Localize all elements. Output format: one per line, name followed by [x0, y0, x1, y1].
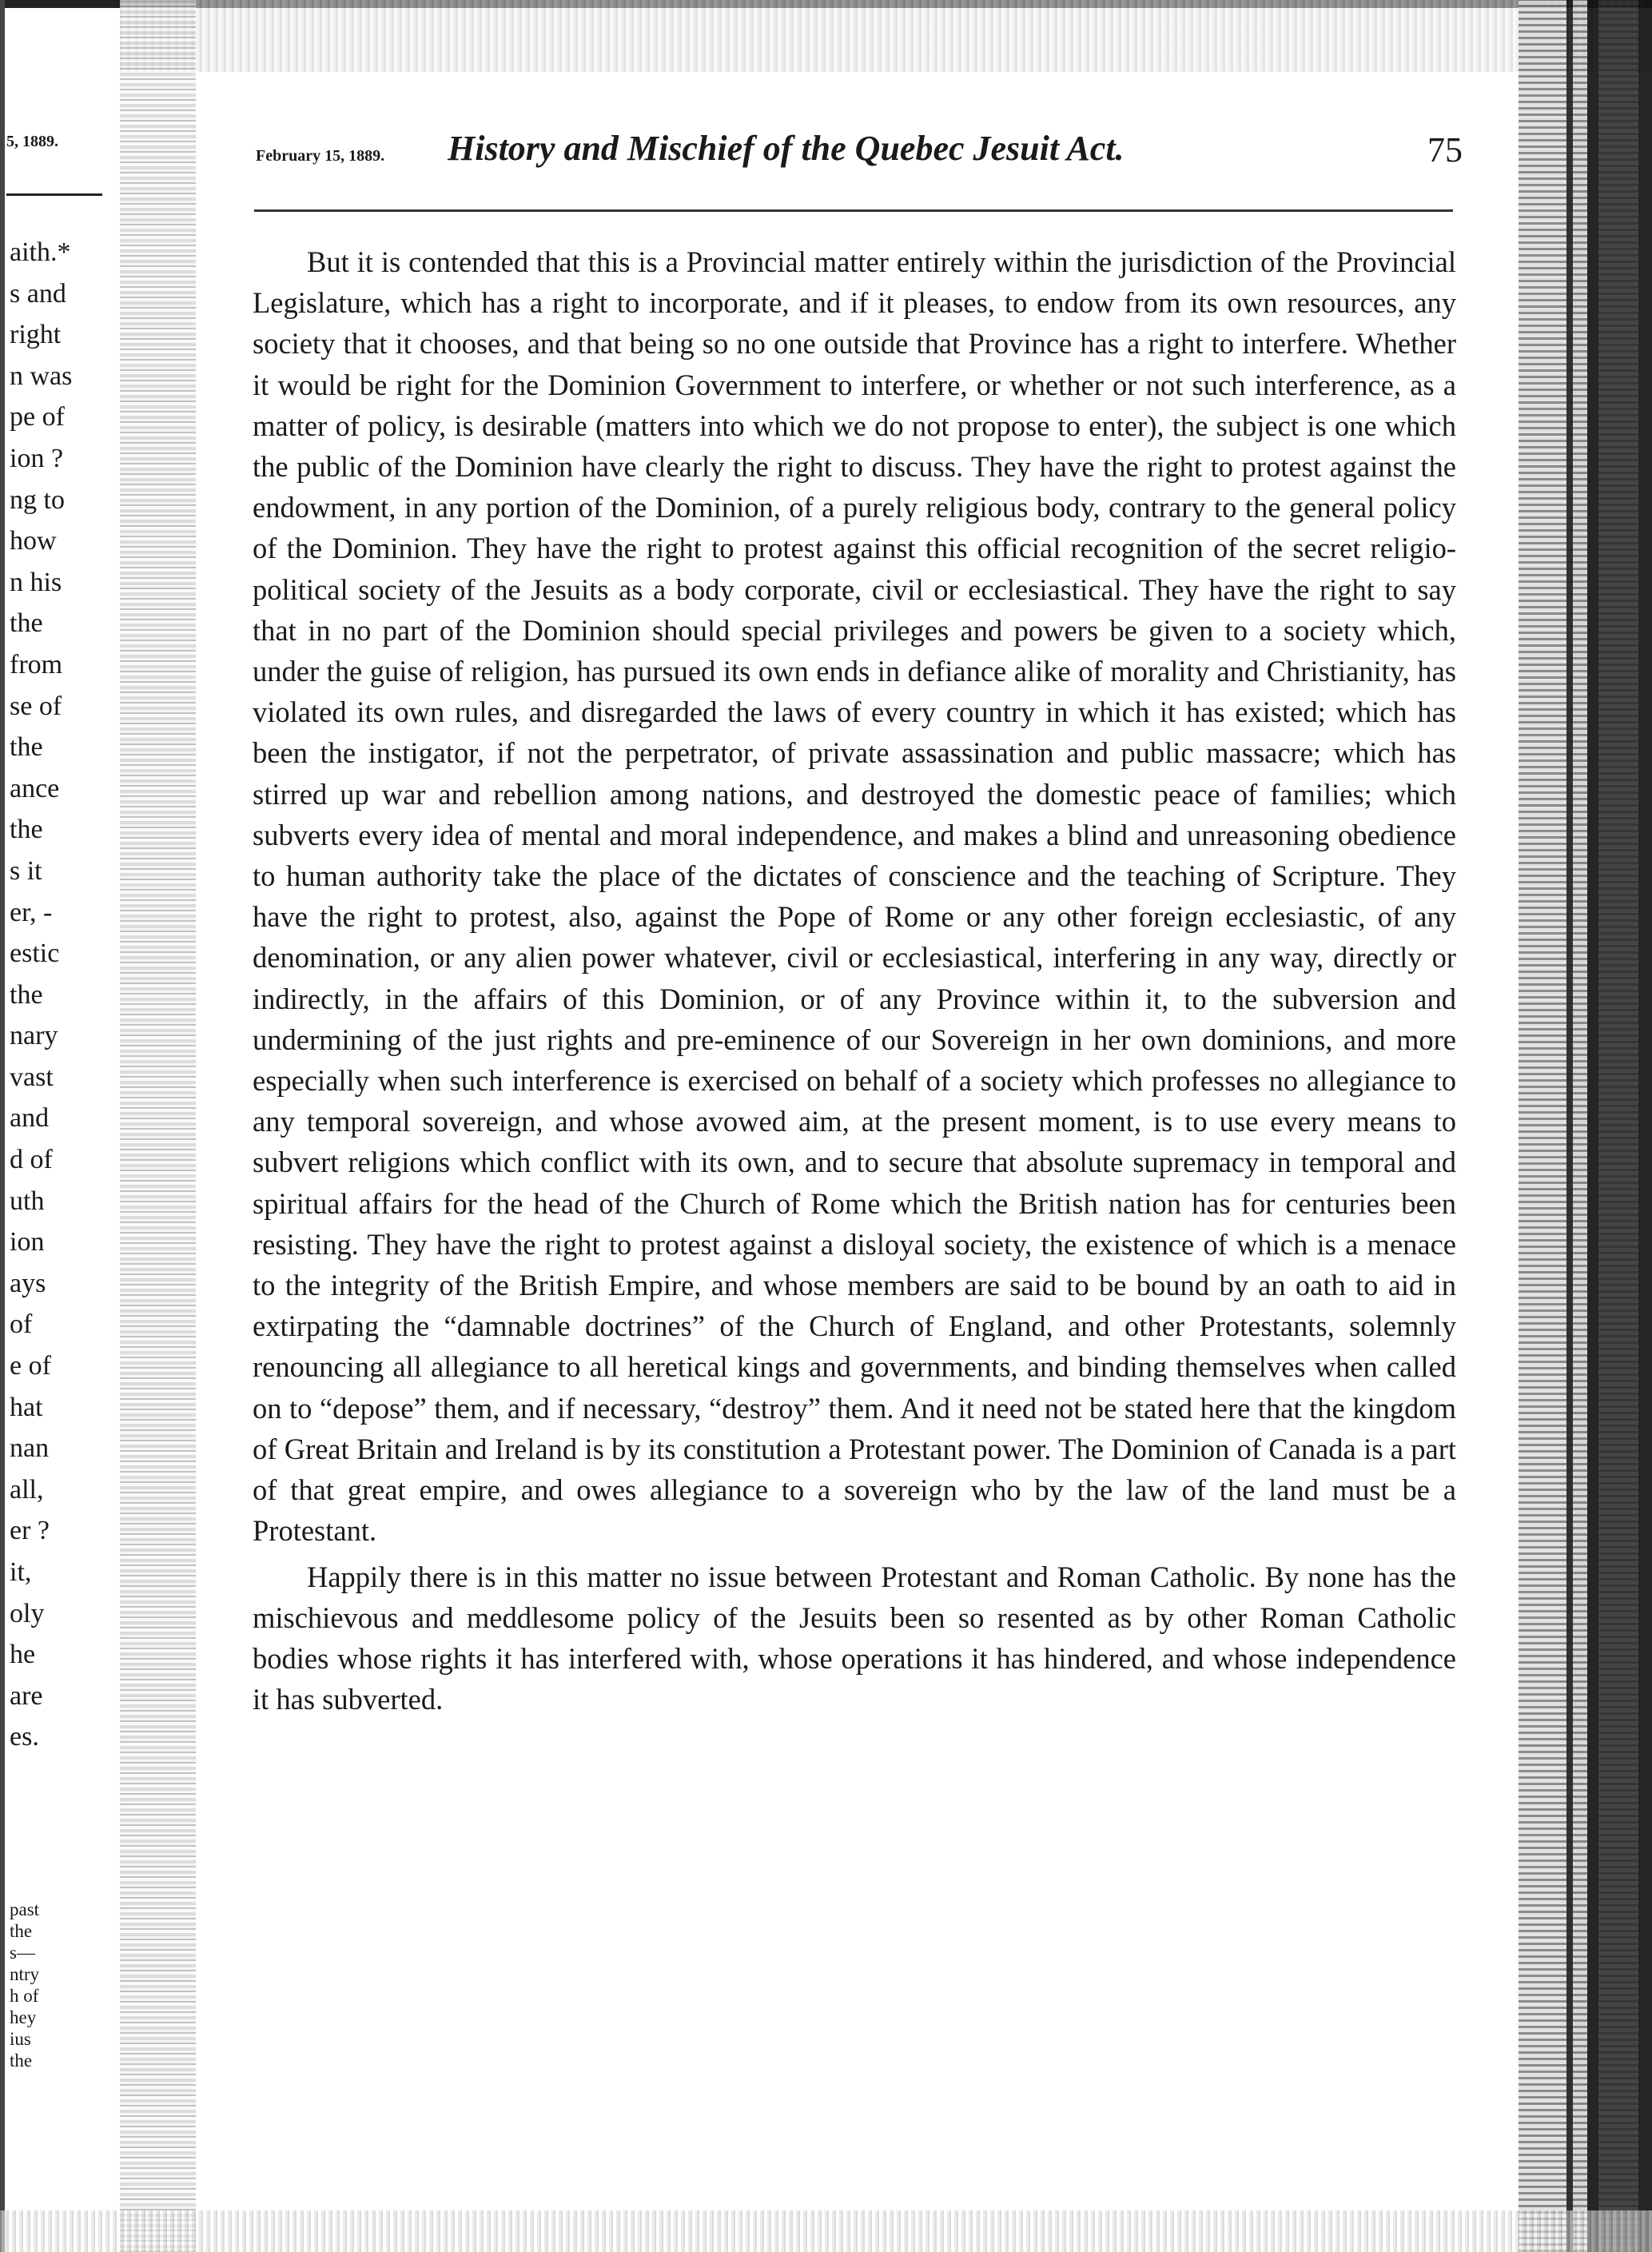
previous-page-header: 5, 1889.: [6, 133, 58, 150]
running-date: February 15, 1889.: [256, 147, 385, 165]
margin-word: vast: [10, 1062, 54, 1092]
previous-page-footnotes: [10, 1899, 121, 2071]
margin-word: of: [10, 1309, 33, 1340]
margin-note: the: [10, 2051, 33, 2071]
margin-note: the: [10, 1921, 33, 1941]
running-head: [256, 128, 1463, 184]
scan-right-edge: [1519, 0, 1652, 2252]
margin-word: aith.*: [10, 237, 71, 267]
previous-page-line-ends: [10, 232, 121, 1758]
margin-note: past: [10, 1899, 40, 1919]
margin-word: the: [10, 732, 43, 763]
running-title: History and Mischief of the Quebec Jesuit Act.: [448, 129, 1125, 168]
margin-word: are: [10, 1680, 43, 1711]
paragraph: But it is contended that this is a Provincial matter entirely within the jurisdiction of the Provincial Legislature, which has a right to incorporate, and if it pleases, to endow from its own resources, any society that it chooses, and that being so no one outside that Province has a right to interfere. Whether it would be right for the Dominion Government to interfere, or whether or not such interference, as a matter of policy, is desirable (matters into which we do not propose to enter), the subject is one which the public of the Dominion have clearly the right to discuss. They have the right to protest against the endowment, in any portion of the Dominion, of a purely religious body, contrary to the general policy of the Dominion. They have the right to protest against this official recognition of the secret religio-political society of the Jesuits as a body corporate, civil or ecclesiastical. They have the right to say that in no part of the Dominion should special privileges and powers be given to a society which, under the guise of religion, has pursued its own ends in defiance alike of morality and Christianity, has violated its own rules, and disregarded the laws of every country in which it has existed; which has been the instigator, if not the perpetrator, of private assassination and public massacre; which has stirred up war and rebellion among nations, and destroyed the domestic peace of families; which subverts every idea of mental and moral independence, and makes a blind and unreasoning obedience to human authority take the place of the dictates of conscience and the teaching of Scripture. They have the right to protest, also, against the Pope of Rome or any other foreign ecclesiastic, of any denomination, or any alien power whatever, civil or ecclesiastical, interfering in any way, directly or indirectly, in the affairs of this Dominion, or of any Province within it, to the subversion and undermining of the just rights and pre-eminence of our Sovereign in her own dominions, and more especially when such interference is exercised on behalf of a society which professes no allegiance to any temporal sovereign, and whose avowed aim, at the present moment, is to use every means to subvert religions which conflict with its own, and to secure that absolute supremacy in temporal and spiritual affairs for the head of the Church of Rome which the British nation has for centuries been resisting. They have the right to protest against a disloyal society, the existence of which is a menace to the integrity of the British Empire, and whose members are said to be bound by an oath to aid in extirpating the “damnable doctrines” of the Church of England, and other Protestants, solemnly renouncing all allegiance to all heretical kings and governments, and binding themselves when called on to “depose” them, and if necessary, “destroy” them. And it need not be stated here that the kingdom of Great Britain and Ireland is by its constitution a Protestant power. The Dominion of Canada is a part of that great empire, and owes allegiance to a sovereign who by the law of the land must be a Protestant.: [253, 245, 1456, 1548]
margin-word: estic: [10, 939, 60, 969]
margin-word: pe of: [10, 402, 65, 432]
margin-word: ion: [10, 1227, 45, 1258]
margin-word: nan: [10, 1433, 50, 1464]
margin-word: right: [10, 320, 62, 350]
margin-word: er, -: [10, 897, 53, 927]
margin-word: and: [10, 1103, 50, 1134]
margin-word: n his: [10, 567, 62, 597]
margin-word: nary: [10, 1021, 58, 1051]
margin-word: ng to: [10, 484, 65, 515]
margin-note: s—: [10, 1943, 35, 1963]
paragraph: Happily there is in this matter no issue between Protestant and Roman Catholic. By none has the mischievous and meddlesome policy of the Jesuits been so resented as by other Roman Catholic bodies whose rights it has interfered with, whose operations it has hindered, and whose independence it has subverted.: [253, 1560, 1456, 1716]
margin-word: it,: [10, 1557, 32, 1587]
margin-word: hat: [10, 1392, 43, 1422]
scan-bottom-noise: [0, 2210, 1652, 2252]
margin-word: n was: [10, 361, 73, 391]
scan-top-noise: [120, 0, 1652, 72]
margin-word: es.: [10, 1722, 39, 1752]
article-body: [253, 241, 1456, 1720]
header-rule: [254, 209, 1453, 212]
margin-word: s it: [10, 855, 42, 886]
previous-page-rule: [6, 193, 102, 196]
margin-word: ion ?: [10, 443, 64, 473]
margin-word: he: [10, 1640, 36, 1670]
page-number: 75: [1427, 130, 1463, 169]
margin-word: the: [10, 815, 43, 845]
margin-word: all,: [10, 1474, 44, 1505]
margin-word: from: [10, 649, 63, 680]
margin-word: ays: [10, 1268, 46, 1298]
scan-left-border: [0, 0, 5, 2252]
margin-note: ius: [10, 2029, 31, 2049]
margin-word: e of: [10, 1351, 51, 1381]
margin-word: er ?: [10, 1516, 50, 1546]
margin-word: uth: [10, 1186, 45, 1216]
margin-note: hey: [10, 2007, 37, 2027]
margin-word: d of: [10, 1145, 53, 1175]
margin-word: oly: [10, 1598, 45, 1628]
margin-note: ntry: [10, 1964, 40, 1984]
margin-note: h of: [10, 1986, 39, 2006]
margin-word: se of: [10, 691, 62, 721]
margin-word: the: [10, 979, 43, 1010]
margin-word: how: [10, 526, 57, 556]
binding-gutter: [120, 0, 196, 2252]
margin-word: the: [10, 608, 43, 639]
margin-word: ance: [10, 773, 60, 803]
margin-word: s and: [10, 278, 66, 309]
